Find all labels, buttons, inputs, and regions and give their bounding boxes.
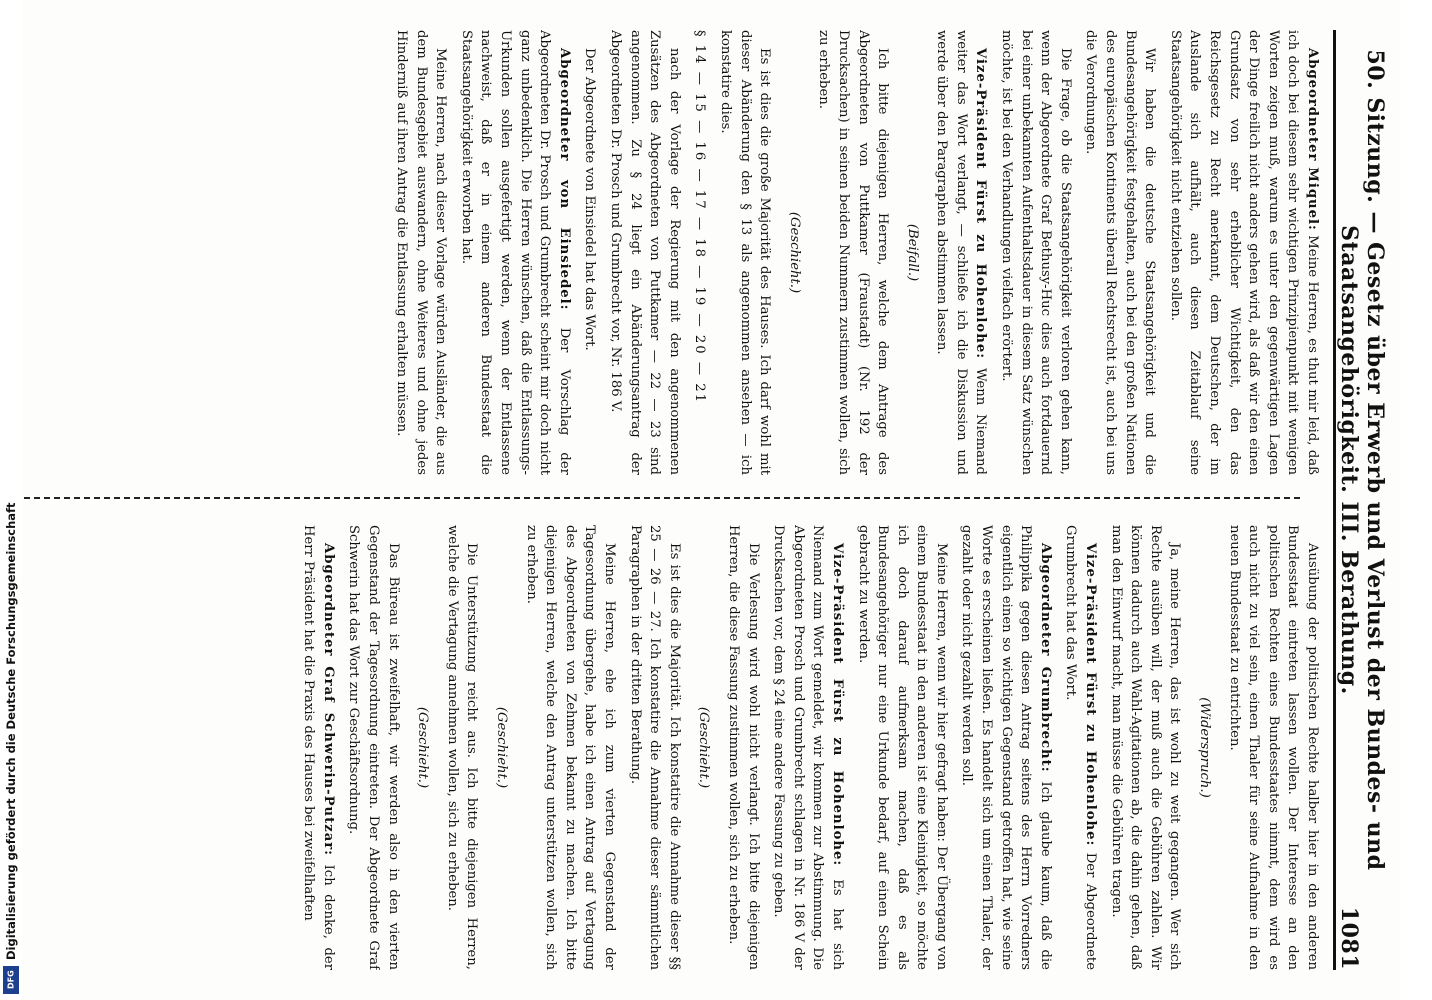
paragraph-text: Die Unterstützung reicht aus. Ich bitte diejenigen Herren, welche die Vertagung annehmen wollen, sich zu erheben. — [444, 525, 480, 970]
paragraph-text: Ich glaube kaum, daß die Philippika gegen diesen Antrag seitens des Herrn Vorredners eigentlich einen so wichtigen Gegenstand getroffen hat, wie seine Worte es erscheinen ließen. Es handelt sich um einen Thaler, der gezahlt oder nicht gezahlt werden soll. — [959, 525, 1053, 970]
interjection: (Geschieht.) — [494, 706, 510, 789]
interjection: (Geschieht.) — [415, 706, 431, 789]
right-column — [22, 525, 1322, 970]
body-paragraph — [344, 525, 403, 970]
body-paragraph — [1106, 525, 1184, 970]
interjection: (Beifall.) — [904, 223, 920, 282]
body-paragraph — [1061, 525, 1100, 970]
body-paragraph — [625, 525, 684, 970]
paragraph-text: Ich bitte diejenigen Herren, welche dem Antrage des Abgeordneten von Puttkamer (Fraustadt) (Nr. 192 der Drucksachen) in seinen beiden Nummern zustimmen wollen, sich zu erheben. — [816, 30, 891, 475]
body-paragraph — [1165, 30, 1322, 475]
credit-strip — [0, 0, 22, 1000]
paragraph-text: Es ist dies die große Majorität des Hauses. Ich darf wohl mit dieser Abänderung den § 13 als angenommen ansehen — ich konstatire dies. — [717, 30, 773, 475]
body-paragraph — [932, 30, 991, 475]
interjection: (Widerspruch.) — [1197, 697, 1213, 798]
paragraph-text: Das Büreau ist zweifelhaft, wir werden also in den vierten Gegenstand der Tagesordnung eintreten. Der Abgeordnete Graf Schwerin hat das Wort zur Geschäftsordnung. — [346, 525, 401, 970]
paragraph-text: Die Frage, ob die Staatsangehörigkeit verloren gehen kann, wenn der Abgeordnete Graf Bethusy-Huc dies auch fortdauernd bei einer unbekannten Aufenthaltsdauer in diesem Satz wünschen möchte, ist bei den Verhandlungen vielfach erörtert. — [999, 30, 1073, 475]
paragraph-text: Der Abgeordnete Grumbrecht hat das Wort. — [1063, 525, 1099, 970]
credit-text: Digitalisierung gefördert durch die Deutsche Forschungsgemeinschaft — [4, 502, 18, 960]
body-paragraph — [299, 525, 338, 970]
body-paragraph — [814, 30, 892, 475]
paragraph-text: Ja, meine Herren, das ist wohl zu weit gegangen. Wer sich Rechte ausüben will, der muß auch die Gebühren zahlen. Wir können dadurch auch Wahl-Agitationen ab, die dahin gehen, daß man den Einwurf macht, man müsse die Gebühren tragen. — [1108, 525, 1183, 970]
dfg-logo-icon: DFG — [3, 966, 19, 994]
paragraph-text: Ausübung der politischen Rechte halber hier in den anderen Bundesstaat eintreten lassen wollen. Der Interesse an den politischen Rechten eines Bundesstaates nimmt, dem wird es auch nicht zu viel sein, einen Thaler für seine Aufnahme in den neuen Bundesstaat zu entrichten. — [1226, 525, 1320, 970]
body-paragraph — [1224, 525, 1322, 970]
body-paragraph — [456, 30, 574, 475]
body-paragraph — [580, 30, 600, 475]
paragraph-text: Wir haben die deutsche Staatsangehörigkeit und die Bundesangehörigkeit festgehalten, auch bei den großen Nationen des europäischen Kontinents überall Rechtsrecht ist, auch bei uns die Verordnungen. — [1083, 30, 1158, 475]
page-header — [1333, 30, 1388, 970]
paragraph-text: Ich denke, der Herr Präsident hat die Praxis des Hauses bei zweifelhaften — [301, 525, 336, 970]
speaker-name: Abgeordneter von Einsiedel: — [556, 48, 572, 311]
paragraph-text: Wenn Niemand weiter das Wort verlangt, — schließe ich die Diskussion und werde über den Paragraphen abstimmen lassen. — [934, 30, 989, 475]
body-paragraph — [723, 525, 762, 970]
paragraph-text: Meine Herren, ehe ich zum vierten Gegenstand der Tagesordnung übergehe, habe ich einen Antrag auf Vertagung des Abgeordneten von Zehmen bekannt zu machen. Ich bitte diejenigen Herren, welche den Antrag unterstützen wollen, sich zu erheben. — [523, 525, 617, 970]
paragraph-text: Der Vorschlag der Abgeordneten Dr. Prosch und Grumbrecht scheint mir doch nicht ganz unbedenklich. Die Herren wünschen, daß die Entlassungs-Urkunden sollen ausgefertigt werden, wenn der Entlassene nachweist, daß er in einem anderen Bundesstaat die Staatsangehörigkeit erworben hat. — [458, 30, 572, 475]
body-paragraph — [769, 525, 847, 970]
paragraph-text: Es ist dies die Majorität. Ich konstatire die Annahme dieser §§ 25 — 26 — 27. Ich konstatire die Annahme dieser sämmtlichen Paragraphen in der dritten Berathung. — [627, 525, 682, 970]
paragraph-text: Meine Herren, nach dieser Vorlage würden Ausländer, die aus dem Bundesgebiet auswandern, ohne Weiteres und ohne jedes Hinderniß auf ihren Antrag die Entlassung erhalten müssen. — [394, 30, 449, 475]
paragraph-numbers: § 14 — 15 — 16 — 17 — 18 — 19 — 20 — 21 — [692, 30, 708, 405]
paragraph-text: Die Verlesung wird wohl nicht verlangt. Ich bitte diejenigen Herren, die diese Fassung zustimmen wollen, sich zu erheben. — [725, 525, 761, 970]
paragraph-text: Meine Herren, wenn wir hier gefragt haben: Der Übergang von einem Bundesstaat in den anderen ist eine Kleinigkeit, so möchte ich doch darauf aufmerksam machen, daß es als Bundesangehöriger nur eine Urkunde bedarf, auf einen Schein gebracht zu werden. — [855, 525, 949, 970]
body-paragraph — [957, 525, 1055, 970]
body-paragraph — [1081, 30, 1159, 475]
body-paragraph — [391, 30, 450, 475]
paragraph-text: Der Abgeordnete von Einsiedel hat das Wort. — [582, 48, 598, 351]
paragraph-text: nach der Vorlage der Regierung mit den angenommenen Zusätzen des Abgeordneten von Puttkamer — 22 — 23 sind angenommen. Zu § 24 liegt ein Abänderungsantrag der Abgeordneten Dr. Prosch und Grumbrecht vor, Nr. 186 V. — [608, 30, 682, 475]
interjection: (Geschieht.) — [786, 211, 802, 294]
paragraph-text: Meine Herren, es thut mir leid, daß ich doch bei diesem sehr wichtigen Prinzipienpunkt mit wenigen Worten zeigen muß, warum es unter den gegenwärtigen Lagen der Dinge freilich nicht anders gehen wird, als daß wir den einen Grundsatz von sehr erheblicher Wichtigkeit, den das Reichsgesetz zu Recht anerkannt, dem Deutschen, der im Auslande sich aufhält, auch diesen Zeitablauf seine Staatsangehörigkeit nicht entziehen sollen. — [1167, 30, 1320, 475]
body-paragraph — [442, 525, 481, 970]
body-paragraph — [997, 30, 1075, 475]
page-title: 50. Sitzung. — Gesetz über Erwerb und Verlust der Bundes- und Staatsangehörigkeit. III. Berathung. — [1336, 49, 1388, 871]
interjection: (Geschieht.) — [696, 706, 712, 789]
body-paragraph — [521, 525, 619, 970]
speaker-name: Abgeordneter Graf Schwerin-Putzar: — [320, 543, 336, 857]
body-paragraph — [853, 525, 951, 970]
speaker-name: Vize-Präsident Fürst zu Hohenlohe: — [1083, 543, 1099, 847]
speaker-name: Abgeordneter Miquel: — [1305, 48, 1320, 231]
speaker-name: Abgeordneter Grumbrecht: — [1037, 543, 1053, 773]
body-paragraph — [605, 30, 683, 475]
speaker-name: Vize-Präsident Fürst zu Hohenlohe: — [829, 543, 845, 867]
speaker-name: Vize-Präsident Fürst zu Hohenlohe: — [973, 48, 989, 360]
body-paragraph — [715, 30, 774, 475]
paragraph-text: Es hat sich Niemand zum Wort gemeldet, wir kommen zur Abstimmung. Die Abgeordneten Prosch und Grumbrecht schlagen in Nr. 186 V der Drucksachen vor, dem § 24 eine andere Fassung zu geben. — [771, 525, 845, 970]
left-column — [22, 30, 1322, 475]
column-divider — [20, 497, 1300, 499]
page-number: 1081 — [1336, 906, 1362, 970]
